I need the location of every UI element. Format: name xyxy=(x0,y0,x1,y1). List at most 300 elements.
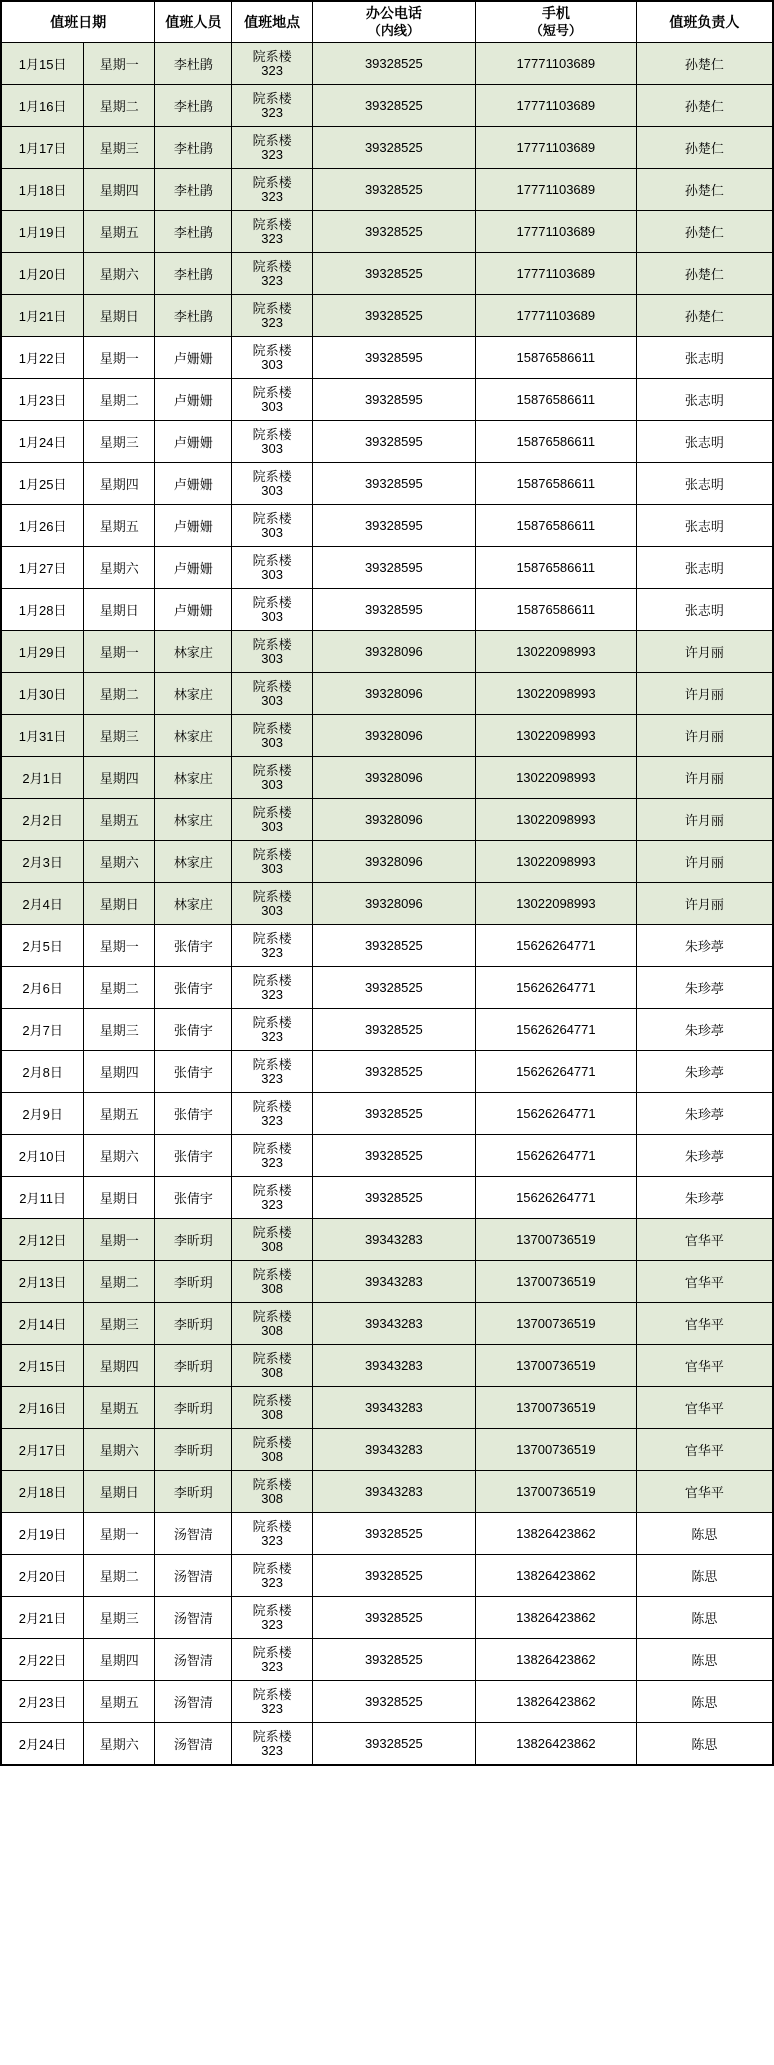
place-room: 323 xyxy=(261,944,283,960)
cell-duty-leader: 官华平 xyxy=(636,1387,773,1429)
cell-duty-person: 李昕玥 xyxy=(155,1219,232,1261)
cell-duty-person: 李昕玥 xyxy=(155,1387,232,1429)
cell-mobile-phone: 13700736519 xyxy=(475,1303,636,1345)
cell-duty-leader: 陈思 xyxy=(636,1555,773,1597)
column-header-office-phone-sub: （内线） xyxy=(367,23,420,38)
place-room: 323 xyxy=(261,986,283,1002)
cell-duty-place xyxy=(232,127,312,169)
cell-office-phone: 39343283 xyxy=(312,1303,475,1345)
cell-duty-place xyxy=(232,547,312,589)
place-building: 院系楼 xyxy=(252,1728,292,1744)
cell-duty-place xyxy=(232,1303,312,1345)
cell-duty-person: 林家庄 xyxy=(155,757,232,799)
table-row xyxy=(1,85,773,127)
cell-office-phone: 39328525 xyxy=(312,1555,475,1597)
cell-mobile-phone: 15626264771 xyxy=(475,1051,636,1093)
place-room: 323 xyxy=(261,62,283,78)
cell-duty-person: 李昕玥 xyxy=(155,1303,232,1345)
cell-weekday: 星期五 xyxy=(84,211,155,253)
cell-duty-person: 卢姗姗 xyxy=(155,379,232,421)
cell-duty-leader: 官华平 xyxy=(636,1219,773,1261)
place-building: 院系楼 xyxy=(252,1392,292,1408)
cell-weekday: 星期三 xyxy=(84,715,155,757)
cell-weekday: 星期三 xyxy=(84,421,155,463)
place-building: 院系楼 xyxy=(252,720,292,736)
table-row xyxy=(1,1261,773,1303)
place-room: 308 xyxy=(261,1406,283,1422)
cell-office-phone: 39343283 xyxy=(312,1471,475,1513)
cell-weekday: 星期三 xyxy=(84,1303,155,1345)
cell-duty-leader: 官华平 xyxy=(636,1471,773,1513)
place-room: 323 xyxy=(261,1616,283,1632)
cell-duty-place xyxy=(232,43,312,85)
cell-office-phone: 39343283 xyxy=(312,1219,475,1261)
place-building: 院系楼 xyxy=(252,1686,292,1702)
cell-duty-person: 李杜鹃 xyxy=(155,211,232,253)
table-row xyxy=(1,421,773,463)
place-room: 308 xyxy=(261,1280,283,1296)
cell-office-phone: 39328525 xyxy=(312,85,475,127)
cell-duty-date: 1月18日 xyxy=(1,169,84,211)
cell-duty-place xyxy=(232,1723,312,1766)
cell-duty-place xyxy=(232,757,312,799)
cell-duty-person: 张倩宇 xyxy=(155,967,232,1009)
cell-office-phone: 39328096 xyxy=(312,757,475,799)
cell-weekday: 星期三 xyxy=(84,1597,155,1639)
place-building: 院系楼 xyxy=(252,1560,292,1576)
table-row xyxy=(1,1177,773,1219)
place-room: 303 xyxy=(261,356,283,372)
cell-mobile-phone: 13022098993 xyxy=(475,883,636,925)
cell-duty-place xyxy=(232,841,312,883)
cell-duty-person: 张倩宇 xyxy=(155,925,232,967)
cell-mobile-phone: 15876586611 xyxy=(475,421,636,463)
cell-duty-person: 张倩宇 xyxy=(155,1009,232,1051)
place-building: 院系楼 xyxy=(252,1476,292,1492)
cell-mobile-phone: 13700736519 xyxy=(475,1261,636,1303)
cell-office-phone: 39328525 xyxy=(312,1723,475,1766)
cell-duty-place xyxy=(232,1093,312,1135)
table-row xyxy=(1,967,773,1009)
column-header-duty-place-label: 值班地点 xyxy=(244,13,301,30)
cell-weekday: 星期一 xyxy=(84,1219,155,1261)
cell-duty-person: 李杜鹃 xyxy=(155,85,232,127)
cell-duty-leader: 许月丽 xyxy=(636,715,773,757)
table-header xyxy=(1,1,773,43)
cell-duty-date: 2月7日 xyxy=(1,1009,84,1051)
cell-duty-place xyxy=(232,673,312,715)
cell-duty-leader: 孙楚仁 xyxy=(636,295,773,337)
cell-duty-place xyxy=(232,925,312,967)
cell-duty-leader: 朱珍葶 xyxy=(636,1177,773,1219)
column-header-mobile xyxy=(475,1,636,43)
cell-duty-place xyxy=(232,883,312,925)
place-room: 323 xyxy=(261,272,283,288)
place-room: 323 xyxy=(261,104,283,120)
place-building: 院系楼 xyxy=(252,888,292,904)
table-row xyxy=(1,169,773,211)
cell-duty-place xyxy=(232,379,312,421)
column-header-duty-date-label: 值班日期 xyxy=(50,13,107,30)
cell-duty-person: 李杜鹃 xyxy=(155,169,232,211)
cell-mobile-phone: 13022098993 xyxy=(475,757,636,799)
place-building: 院系楼 xyxy=(252,1308,292,1324)
cell-duty-date: 2月9日 xyxy=(1,1093,84,1135)
cell-weekday: 星期五 xyxy=(84,505,155,547)
cell-duty-person: 李杜鹃 xyxy=(155,127,232,169)
cell-mobile-phone: 15876586611 xyxy=(475,337,636,379)
place-room: 323 xyxy=(261,1700,283,1716)
cell-office-phone: 39343283 xyxy=(312,1345,475,1387)
cell-duty-person: 卢姗姗 xyxy=(155,505,232,547)
cell-duty-person: 汤智清 xyxy=(155,1723,232,1766)
cell-office-phone: 39328525 xyxy=(312,1135,475,1177)
cell-weekday: 星期日 xyxy=(84,589,155,631)
table-row xyxy=(1,715,773,757)
cell-mobile-phone: 15876586611 xyxy=(475,589,636,631)
cell-duty-place xyxy=(232,1639,312,1681)
cell-office-phone: 39328096 xyxy=(312,715,475,757)
cell-duty-leader: 许月丽 xyxy=(636,673,773,715)
cell-duty-person: 汤智清 xyxy=(155,1513,232,1555)
cell-duty-person: 张倩宇 xyxy=(155,1051,232,1093)
cell-duty-place xyxy=(232,1513,312,1555)
table-row xyxy=(1,925,773,967)
cell-office-phone: 39328595 xyxy=(312,547,475,589)
cell-duty-person: 汤智清 xyxy=(155,1681,232,1723)
cell-duty-date: 2月14日 xyxy=(1,1303,84,1345)
cell-duty-leader: 许月丽 xyxy=(636,757,773,799)
cell-weekday: 星期五 xyxy=(84,1681,155,1723)
cell-office-phone: 39328595 xyxy=(312,463,475,505)
place-building: 院系楼 xyxy=(252,216,292,232)
cell-weekday: 星期四 xyxy=(84,1051,155,1093)
cell-duty-leader: 许月丽 xyxy=(636,883,773,925)
cell-mobile-phone: 15626264771 xyxy=(475,967,636,1009)
cell-office-phone: 39328595 xyxy=(312,589,475,631)
place-building: 院系楼 xyxy=(252,1518,292,1534)
table-row xyxy=(1,841,773,883)
cell-office-phone: 39328595 xyxy=(312,337,475,379)
cell-weekday: 星期一 xyxy=(84,43,155,85)
cell-duty-leader: 许月丽 xyxy=(636,631,773,673)
cell-duty-leader: 朱珍葶 xyxy=(636,1093,773,1135)
place-room: 303 xyxy=(261,860,283,876)
cell-duty-person: 卢姗姗 xyxy=(155,589,232,631)
table-row xyxy=(1,379,773,421)
cell-duty-person: 林家庄 xyxy=(155,673,232,715)
cell-duty-date: 2月13日 xyxy=(1,1261,84,1303)
place-building: 院系楼 xyxy=(252,804,292,820)
place-building: 院系楼 xyxy=(252,972,292,988)
cell-duty-place xyxy=(232,799,312,841)
cell-duty-date: 2月23日 xyxy=(1,1681,84,1723)
cell-duty-place xyxy=(232,85,312,127)
cell-duty-leader: 朱珍葶 xyxy=(636,925,773,967)
table-row xyxy=(1,1135,773,1177)
cell-office-phone: 39328525 xyxy=(312,1513,475,1555)
column-header-office-phone xyxy=(312,1,475,43)
cell-duty-place xyxy=(232,1597,312,1639)
cell-office-phone: 39328525 xyxy=(312,1639,475,1681)
column-header-mobile-label: 手机 xyxy=(541,5,570,21)
place-room: 323 xyxy=(261,146,283,162)
place-building: 院系楼 xyxy=(252,552,292,568)
cell-duty-leader: 张志明 xyxy=(636,463,773,505)
cell-mobile-phone: 13826423862 xyxy=(475,1639,636,1681)
place-building: 院系楼 xyxy=(252,1434,292,1450)
cell-duty-place xyxy=(232,253,312,295)
place-room: 308 xyxy=(261,1490,283,1506)
cell-mobile-phone: 15876586611 xyxy=(475,379,636,421)
place-building: 院系楼 xyxy=(252,1602,292,1618)
cell-office-phone: 39328525 xyxy=(312,127,475,169)
place-building: 院系楼 xyxy=(252,90,292,106)
cell-office-phone: 39328595 xyxy=(312,421,475,463)
cell-duty-person: 李昕玥 xyxy=(155,1429,232,1471)
cell-mobile-phone: 17771103689 xyxy=(475,253,636,295)
cell-mobile-phone: 13700736519 xyxy=(475,1387,636,1429)
place-room: 323 xyxy=(261,1742,283,1758)
place-room: 303 xyxy=(261,608,283,624)
place-building: 院系楼 xyxy=(252,510,292,526)
cell-duty-leader: 官华平 xyxy=(636,1345,773,1387)
cell-duty-date: 2月16日 xyxy=(1,1387,84,1429)
cell-duty-leader: 朱珍葶 xyxy=(636,1009,773,1051)
cell-duty-date: 2月22日 xyxy=(1,1639,84,1681)
cell-duty-date: 2月3日 xyxy=(1,841,84,883)
place-building: 院系楼 xyxy=(252,132,292,148)
table-row xyxy=(1,1303,773,1345)
cell-weekday: 星期五 xyxy=(84,1093,155,1135)
cell-duty-person: 林家庄 xyxy=(155,799,232,841)
place-building: 院系楼 xyxy=(252,1182,292,1198)
cell-duty-place xyxy=(232,589,312,631)
cell-duty-date: 1月24日 xyxy=(1,421,84,463)
cell-mobile-phone: 13022098993 xyxy=(475,715,636,757)
place-building: 院系楼 xyxy=(252,258,292,274)
place-room: 303 xyxy=(261,440,283,456)
table-row xyxy=(1,799,773,841)
place-room: 303 xyxy=(261,650,283,666)
cell-weekday: 星期六 xyxy=(84,253,155,295)
cell-weekday: 星期六 xyxy=(84,1723,155,1766)
cell-mobile-phone: 13826423862 xyxy=(475,1723,636,1766)
table-row xyxy=(1,631,773,673)
place-building: 院系楼 xyxy=(252,426,292,442)
cell-office-phone: 39328525 xyxy=(312,925,475,967)
cell-duty-leader: 张志明 xyxy=(636,337,773,379)
cell-mobile-phone: 17771103689 xyxy=(475,295,636,337)
cell-duty-person: 林家庄 xyxy=(155,631,232,673)
cell-duty-leader: 张志明 xyxy=(636,589,773,631)
cell-duty-place xyxy=(232,967,312,1009)
table-row xyxy=(1,673,773,715)
cell-duty-date: 2月12日 xyxy=(1,1219,84,1261)
cell-weekday: 星期四 xyxy=(84,1639,155,1681)
cell-weekday: 星期三 xyxy=(84,1009,155,1051)
table-row xyxy=(1,1219,773,1261)
cell-mobile-phone: 13022098993 xyxy=(475,841,636,883)
cell-weekday: 星期日 xyxy=(84,295,155,337)
cell-duty-person: 李杜鹃 xyxy=(155,253,232,295)
cell-duty-place xyxy=(232,1681,312,1723)
cell-weekday: 星期日 xyxy=(84,883,155,925)
cell-mobile-phone: 13826423862 xyxy=(475,1555,636,1597)
table-row xyxy=(1,1429,773,1471)
cell-office-phone: 39328525 xyxy=(312,1051,475,1093)
cell-duty-date: 1月30日 xyxy=(1,673,84,715)
cell-duty-person: 李昕玥 xyxy=(155,1261,232,1303)
cell-duty-person: 张倩宇 xyxy=(155,1093,232,1135)
table-row xyxy=(1,1471,773,1513)
cell-duty-place xyxy=(232,463,312,505)
cell-mobile-phone: 13700736519 xyxy=(475,1219,636,1261)
cell-duty-place xyxy=(232,1387,312,1429)
place-building: 院系楼 xyxy=(252,678,292,694)
cell-duty-leader: 朱珍葶 xyxy=(636,967,773,1009)
table-row xyxy=(1,1723,773,1766)
cell-office-phone: 39328525 xyxy=(312,43,475,85)
cell-duty-person: 林家庄 xyxy=(155,883,232,925)
cell-duty-leader: 张志明 xyxy=(636,547,773,589)
cell-office-phone: 39328525 xyxy=(312,1597,475,1639)
place-room: 323 xyxy=(261,230,283,246)
cell-weekday: 星期二 xyxy=(84,1261,155,1303)
cell-duty-leader: 朱珍葶 xyxy=(636,1051,773,1093)
cell-duty-date: 1月29日 xyxy=(1,631,84,673)
place-building: 院系楼 xyxy=(252,636,292,652)
cell-duty-place xyxy=(232,1051,312,1093)
table-row xyxy=(1,463,773,505)
cell-office-phone: 39328525 xyxy=(312,967,475,1009)
cell-duty-place xyxy=(232,1177,312,1219)
table-row xyxy=(1,589,773,631)
cell-duty-person: 林家庄 xyxy=(155,841,232,883)
table-row xyxy=(1,547,773,589)
cell-duty-date: 1月15日 xyxy=(1,43,84,85)
cell-duty-date: 2月24日 xyxy=(1,1723,84,1766)
table-row xyxy=(1,1639,773,1681)
cell-duty-date: 2月5日 xyxy=(1,925,84,967)
cell-duty-date: 1月25日 xyxy=(1,463,84,505)
cell-weekday: 星期二 xyxy=(84,1555,155,1597)
cell-mobile-phone: 13826423862 xyxy=(475,1597,636,1639)
cell-mobile-phone: 17771103689 xyxy=(475,43,636,85)
table-row xyxy=(1,1345,773,1387)
cell-weekday: 星期二 xyxy=(84,967,155,1009)
cell-duty-date: 1月31日 xyxy=(1,715,84,757)
cell-mobile-phone: 15626264771 xyxy=(475,1093,636,1135)
cell-duty-leader: 孙楚仁 xyxy=(636,169,773,211)
cell-duty-date: 2月20日 xyxy=(1,1555,84,1597)
place-room: 303 xyxy=(261,692,283,708)
cell-duty-leader: 官华平 xyxy=(636,1303,773,1345)
cell-duty-person: 张倩宇 xyxy=(155,1177,232,1219)
place-building: 院系楼 xyxy=(252,1350,292,1366)
place-room: 308 xyxy=(261,1364,283,1380)
table-row xyxy=(1,337,773,379)
cell-weekday: 星期一 xyxy=(84,1513,155,1555)
column-header-mobile-sub: （短号） xyxy=(529,23,582,38)
place-room: 303 xyxy=(261,398,283,414)
place-room: 323 xyxy=(261,314,283,330)
place-building: 院系楼 xyxy=(252,1644,292,1660)
table-row xyxy=(1,1009,773,1051)
cell-office-phone: 39328525 xyxy=(312,169,475,211)
cell-duty-place xyxy=(232,337,312,379)
cell-mobile-phone: 15876586611 xyxy=(475,505,636,547)
column-header-duty-leader-label: 值班负责人 xyxy=(669,13,740,30)
cell-duty-leader: 孙楚仁 xyxy=(636,127,773,169)
cell-duty-leader: 陈思 xyxy=(636,1723,773,1766)
place-room: 303 xyxy=(261,482,283,498)
cell-weekday: 星期四 xyxy=(84,169,155,211)
cell-duty-leader: 孙楚仁 xyxy=(636,43,773,85)
table-row xyxy=(1,505,773,547)
cell-mobile-phone: 15626264771 xyxy=(475,1177,636,1219)
place-room: 323 xyxy=(261,188,283,204)
cell-duty-date: 1月28日 xyxy=(1,589,84,631)
cell-office-phone: 39328096 xyxy=(312,799,475,841)
cell-mobile-phone: 15876586611 xyxy=(475,547,636,589)
cell-duty-leader: 孙楚仁 xyxy=(636,85,773,127)
column-header-duty-date xyxy=(1,1,155,43)
cell-duty-leader: 孙楚仁 xyxy=(636,253,773,295)
cell-duty-person: 张倩宇 xyxy=(155,1135,232,1177)
cell-duty-leader: 孙楚仁 xyxy=(636,211,773,253)
place-room: 323 xyxy=(261,1658,283,1674)
table-row xyxy=(1,1387,773,1429)
cell-weekday: 星期六 xyxy=(84,1135,155,1177)
cell-duty-place xyxy=(232,211,312,253)
cell-weekday: 星期六 xyxy=(84,547,155,589)
cell-office-phone: 39343283 xyxy=(312,1261,475,1303)
cell-office-phone: 39343283 xyxy=(312,1429,475,1471)
cell-duty-place xyxy=(232,1219,312,1261)
cell-duty-person: 卢姗姗 xyxy=(155,463,232,505)
place-room: 303 xyxy=(261,524,283,540)
place-room: 303 xyxy=(261,902,283,918)
cell-duty-person: 李杜鹃 xyxy=(155,295,232,337)
place-building: 院系楼 xyxy=(252,930,292,946)
cell-duty-leader: 官华平 xyxy=(636,1261,773,1303)
cell-duty-date: 1月27日 xyxy=(1,547,84,589)
cell-mobile-phone: 15876586611 xyxy=(475,463,636,505)
cell-office-phone: 39328525 xyxy=(312,1681,475,1723)
table-row xyxy=(1,295,773,337)
place-room: 308 xyxy=(261,1238,283,1254)
cell-weekday: 星期日 xyxy=(84,1177,155,1219)
cell-duty-leader: 张志明 xyxy=(636,379,773,421)
place-room: 323 xyxy=(261,1070,283,1086)
table-body xyxy=(1,43,773,1766)
cell-mobile-phone: 13700736519 xyxy=(475,1345,636,1387)
cell-office-phone: 39343283 xyxy=(312,1387,475,1429)
cell-mobile-phone: 13826423862 xyxy=(475,1513,636,1555)
place-building: 院系楼 xyxy=(252,468,292,484)
table-row xyxy=(1,43,773,85)
cell-duty-date: 2月6日 xyxy=(1,967,84,1009)
cell-weekday: 星期四 xyxy=(84,757,155,799)
cell-mobile-phone: 13826423862 xyxy=(475,1681,636,1723)
place-building: 院系楼 xyxy=(252,846,292,862)
cell-mobile-phone: 13700736519 xyxy=(475,1471,636,1513)
cell-duty-place xyxy=(232,169,312,211)
place-building: 院系楼 xyxy=(252,594,292,610)
cell-duty-date: 2月18日 xyxy=(1,1471,84,1513)
cell-duty-date: 1月22日 xyxy=(1,337,84,379)
